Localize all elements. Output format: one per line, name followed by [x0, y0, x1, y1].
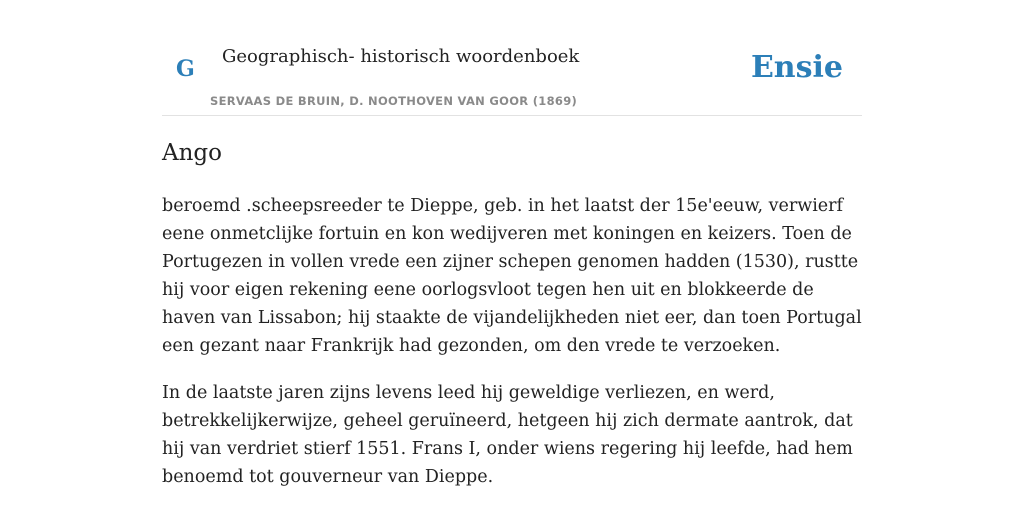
entry-body	[162, 192, 862, 510]
entry-paragraph: In de laatste jaren zijns levens leed hij geweldige verliezen, en werd, betrekkelijkerwijze, geheel geruïneerd, hetgeen hij zich dermate aantrok, dat hij van verdriet stierf 1551. Frans I, onder wiens regering hij leefde, had hem benoemd tot gouverneur van Dieppe.	[162, 383, 853, 487]
entry-paragraph: beroemd .scheepsreeder te Dieppe, geb. in het laatst der 15e'eeuw, verwierf eene onmetclijke fortuin en kon wedijveren met koningen en keizers. Toen de Portugezen in vollen vrede een zijner schepen genomen hadden (1530), rustte hij voor eigen rekening eene oorlogsvloot tegen hen uit en blokkeerde de haven van Lissabon; hij staakte de vijandelijkheden niet eer, dan toen Portugal een gezant naar Frankrijk had gezonden, om den vrede te verzoeken.	[162, 196, 862, 356]
entry-title: Ango	[162, 140, 222, 166]
page	[162, 0, 862, 487]
book-authors: SERVAAS DE BRUIN, D. NOOTHOVEN VAN GOOR (1869)	[210, 94, 578, 108]
book-header	[162, 0, 862, 116]
book-icon[interactable]: G	[176, 56, 195, 82]
site-logo[interactable]: Ensie	[750, 50, 843, 85]
book-title-link[interactable]: Geographisch- historisch woordenboek	[222, 46, 580, 67]
